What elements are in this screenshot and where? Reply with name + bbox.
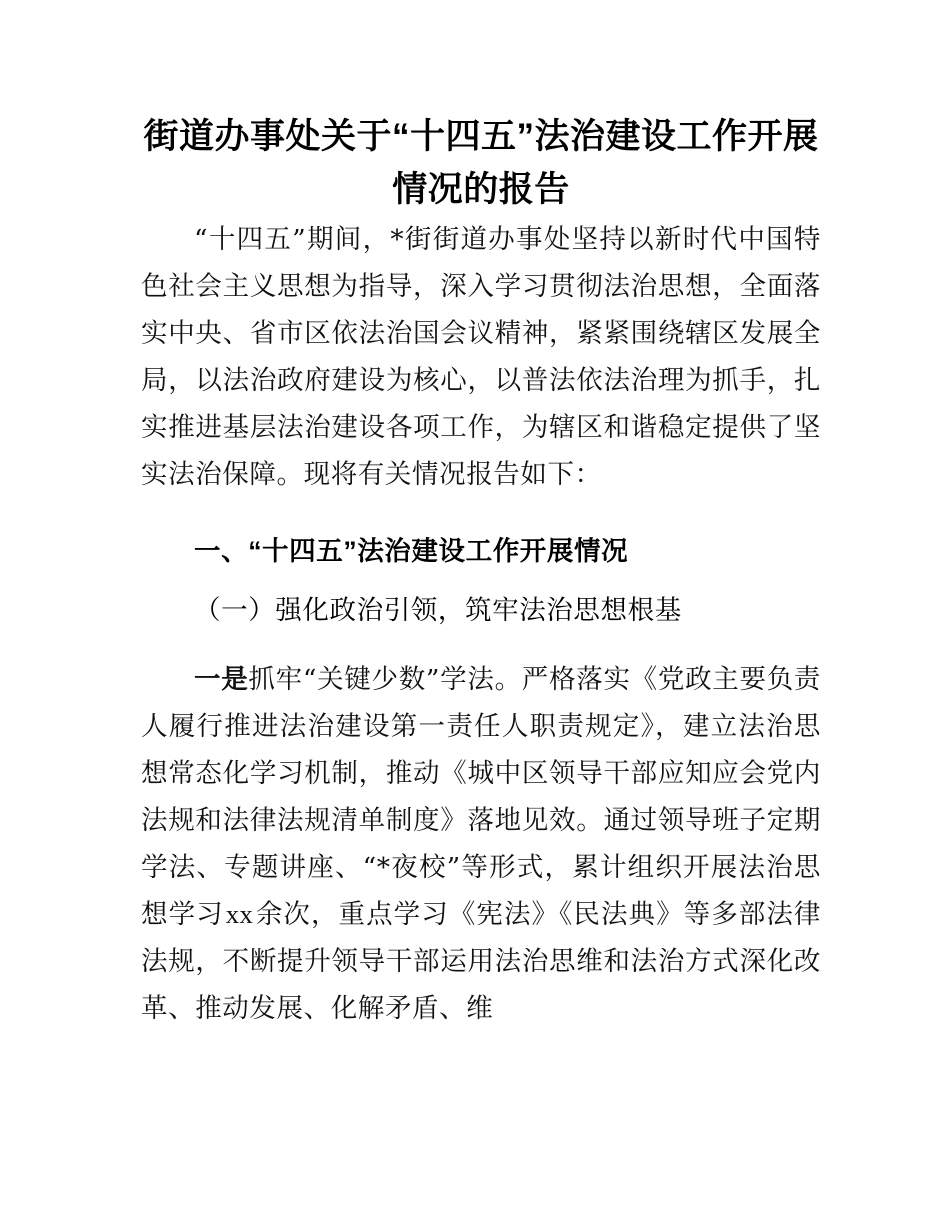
section-heading-level-1: 一、“十四五”法治建设工作开展情况 bbox=[194, 536, 629, 566]
paragraph-lead-in-label: 一是 bbox=[194, 664, 249, 694]
section-heading-level-2: （一）强化政治引领，筑牢法治思想根基 bbox=[194, 595, 682, 625]
paragraph-text-segment-1: 抓牢“关键少数”学法。严格落实《党政主要负责人履行推进法治建设第一责任人职责规定》，建立法治思想常态化学习机制，推动《城中区领导干部应知应会党内法规和法律法规清单制度》落地见效。通过领导班子定期学法、专题讲座、“*夜校”等形式，累计组织开展法治思想学习 bbox=[141, 664, 821, 930]
opening-paragraph: “十四五”期间，*街街道办事处坚持以新时代中国特色社会主义思想为指导，深入学习贯彻法治思想，全面落实中央、省市区依法治国会议精神，紧紧围绕辖区发展全局，以法治政府建设为核心，以普法依法治理为抓手，扎实推进基层法治建设各项工作，为辖区和谐稳定提供了坚实法治保障。现将有关情况报告如下： bbox=[141, 224, 821, 490]
page-title: 街道办事处关于“十四五”法治建设工作开展情况的报告 bbox=[143, 117, 819, 209]
document-content bbox=[141, 0, 821, 1032]
paragraph-count-value: xx bbox=[225, 899, 254, 929]
paragraph-text-segment-2: 余次，重点学习《宪法》《民法典》等多部法律法规，不断提升领导干部运用法治思维和法治方式深化改革、推动发展、化解矛盾、维 bbox=[141, 899, 821, 1024]
body-paragraph-one-shi bbox=[141, 634, 821, 1032]
